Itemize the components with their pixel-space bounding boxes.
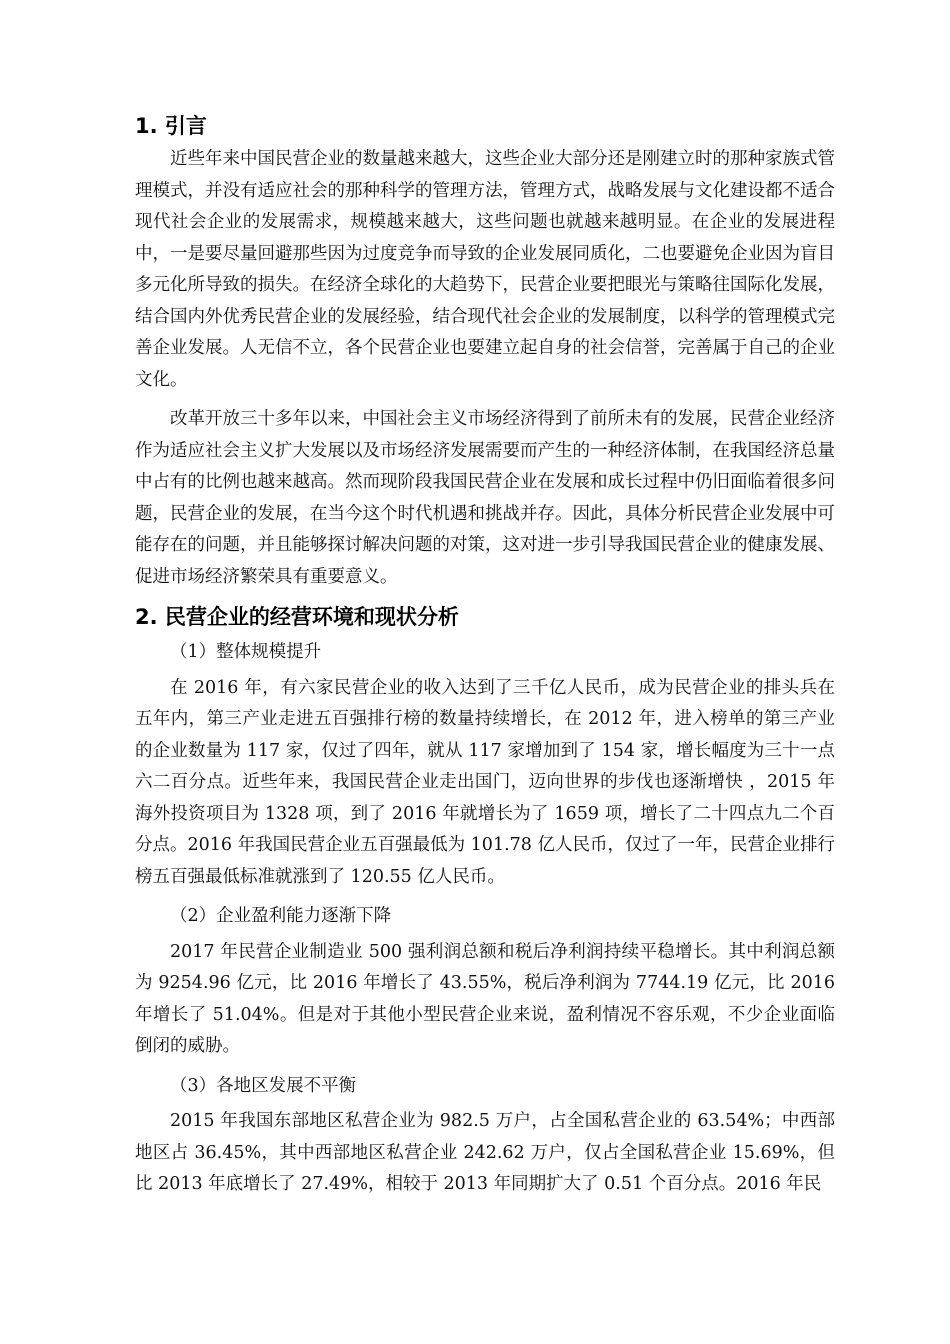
subsection-title: （3）各地区发展不平衡 (170, 1075, 357, 1096)
section-heading-environment: 2. 民营企业的经营环境和现状分析 (135, 605, 459, 629)
subsection-title: （2）企业盈利能力逐渐下降 (170, 906, 392, 926)
subsection-title: （1）整体规模提升 (170, 642, 322, 662)
document-content (135, 110, 835, 1209)
paragraph: 近些年来中国民营企业的数量越来越大，这些企业大部分还是刚建立时的那种家族式管理模式，并没有适应社会的那种科学的管理方法，管理方式，战略发展与文化建设都不适合现代社会企业的发展需求，规模越来越大，这些问题也就越来越明显。在企业的发展进程中，一是要尽量回避那些因为过度竞争而导致的企业发展同质化，二也要避免企业因为盲目多元化所导致的损失。在经济全球化的大趋势下，民营企业要把眼光与策略往国际化发展，结合国内外优秀民营企业的发展经验，结合现代社会企业的发展制度，以科学的管理模式完善企业发展。人无信不立，各个民营企业也要建立起自身的社会信誉，完善属于自己的企业文化。 (135, 149, 835, 390)
paragraph: 改革开放三十多年以来，中国社会主义市场经济得到了前所未有的发展，民营企业经济作为适应社会主义扩大发展以及市场经济发展需要而产生的一种经济体制，在我国经济总量中占有的比例也越来越高。然而现阶段我国民营企业在发展和成长过程中仍旧面临着很多问题，民营企业的发展，在当今这个时代机遇和挑战并存。因此，具体分析民营企业发展中可能存在的问题，并且能够探讨解决问题的对策，这对进一步引导我国民营企业的健康发展、促进市场经济繁荣具有重要意义。 (135, 409, 835, 587)
paragraph: 2015 年我国东部地区私营企业为 982.5 万户，占全国私营企业的 63.54%；中西部地区占 36.45%，其中西部地区私营企业 242.62 万户，仅占全国私营企业 15.69%，但比 2013 年底增长了 27.49%，相较于 2013 年同期扩大了 0.51 个百分点。2016 年民 (135, 1111, 835, 1194)
paragraph: 在 2016 年，有六家民营企业的收入达到了三千亿人民币，成为民营企业的排头兵在五年内，第三产业走进五百强排行榜的数量持续增长，在 2012 年，进入榜单的第三产业的企业数量为 117 家，仅过了四年，就从 117 家增加到了 154 家，增长幅度为三十一点六二百分点。近些年来，我国民营企业走出国门，迈向世界的步伐也逐渐增快 ，2015 年海外投资项目为 1328 项，到了 2016 年就增长为了 1659 项，增长了二十四点九二个百分点。2016 年我国民营企业五百强最低为 101.78 亿人民币，仅过了一年，民营企业排行榜五百强最低标准就涨到了 120.55 亿人民币。 (135, 677, 835, 887)
section-heading-intro: 1. 引言 (135, 114, 207, 138)
paragraph: 2017 年民营企业制造业 500 强利润总额和税后净利润持续平稳增长。其中利润总额为 9254.96 亿元，比 2016 年增长了 43.55%，税后净利润为 7744.19 亿元，比 2016 年增长了 51.04%。但是对于其他小型民营企业来说，盈利情况不容乐观，不少企业面临倒闭的威胁。 (135, 941, 835, 1056)
